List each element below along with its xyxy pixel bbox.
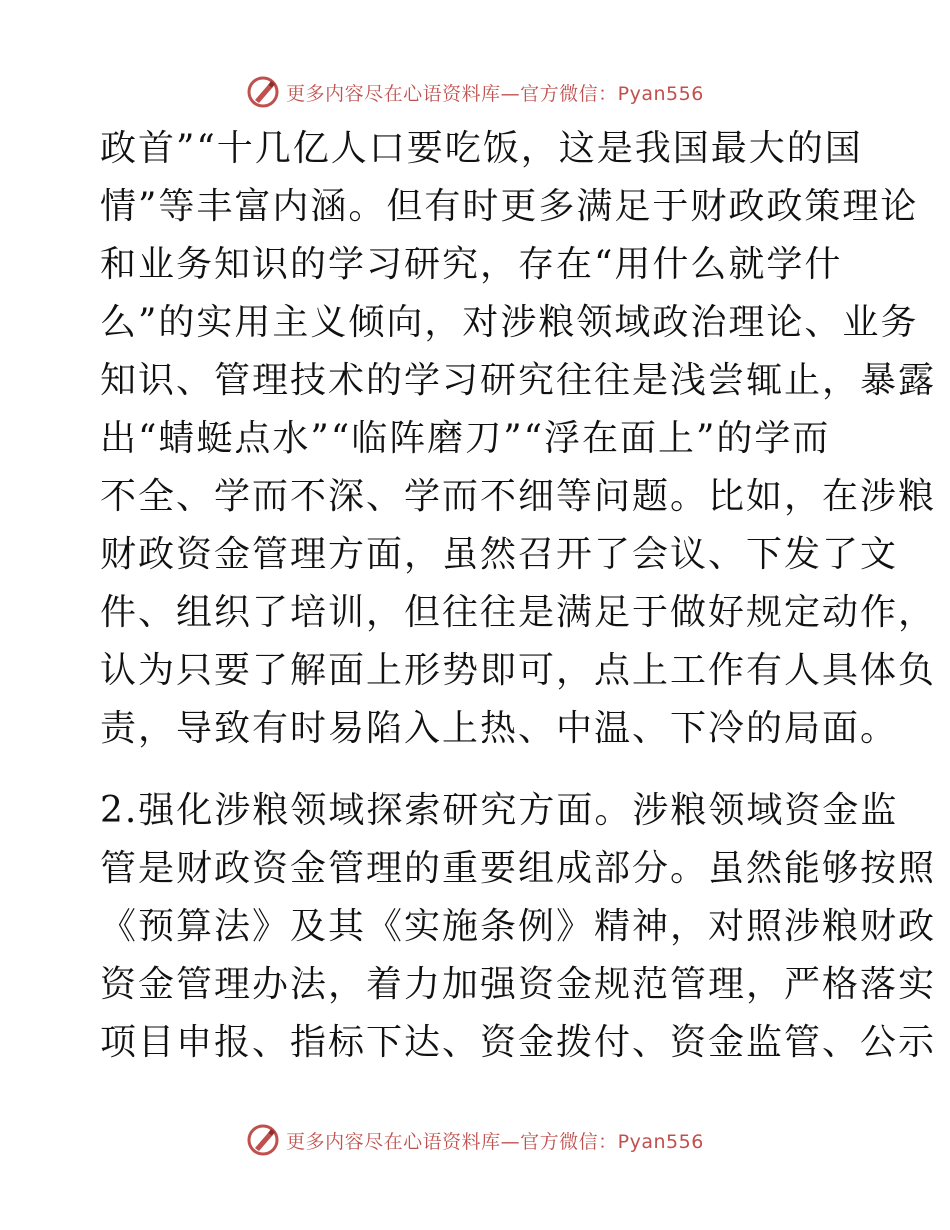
text-line: 么”的实用主义倾向，对涉粮领域政治理论、业务 [100, 302, 919, 343]
document-body [100, 120, 937, 1072]
text-line: 情”等丰富内涵。但有时更多满足于财政政策理论 [100, 186, 919, 227]
text-line: 件、组织了培训，但往往是满足于做好规定动作， [100, 592, 937, 633]
pen-circle-icon [246, 75, 280, 109]
text-line: 和业务知识的学习研究，存在“用什么就学什 [100, 244, 843, 285]
text-line: 管是财政资金管理的重要组成部分。虽然能够按照 [100, 848, 937, 889]
header-watermark [0, 72, 950, 112]
watermark-text: 更多内容尽在心语资料库—官方微信：Pyan556 [286, 82, 704, 105]
text-line: 2.强化涉粮领域探索研究方面。涉粮领域资金监 [100, 790, 899, 831]
text-line: 知识、管理技术的学习研究往往是浅尝辄止，暴露 [100, 360, 937, 401]
text-line: 出“蜻蜓点水”“临阵磨刀”“浮在面上”的学而 [100, 418, 831, 459]
watermark-text: 更多内容尽在心语资料库—官方微信：Pyan556 [286, 1130, 704, 1153]
paragraph [100, 120, 937, 758]
text-line: 政首”“十几亿人口要吃饭，这是我国最大的国 [100, 128, 863, 169]
pen-circle-icon [246, 1123, 280, 1157]
text-line: 资金管理办法，着力加强资金规范管理，严格落实 [100, 964, 937, 1005]
text-line: 责，导致有时易陷入上热、中温、下冷的局面。 [100, 708, 899, 749]
text-line: 《预算法》及其《实施条例》精神，对照涉粮财政 [100, 906, 937, 947]
paragraph-gap [100, 758, 860, 782]
text-line: 认为只要了解面上形势即可，点上工作有人具体负 [100, 650, 937, 691]
footer-watermark [0, 1120, 950, 1160]
text-line: 不全、学而不深、学而不细等问题。比如，在涉粮 [100, 476, 937, 517]
paragraph [100, 782, 937, 1072]
text-line: 财政资金管理方面，虽然召开了会议、下发了文 [100, 534, 899, 575]
text-line: 项目申报、指标下达、资金拨付、资金监管、公示 [100, 1022, 937, 1063]
